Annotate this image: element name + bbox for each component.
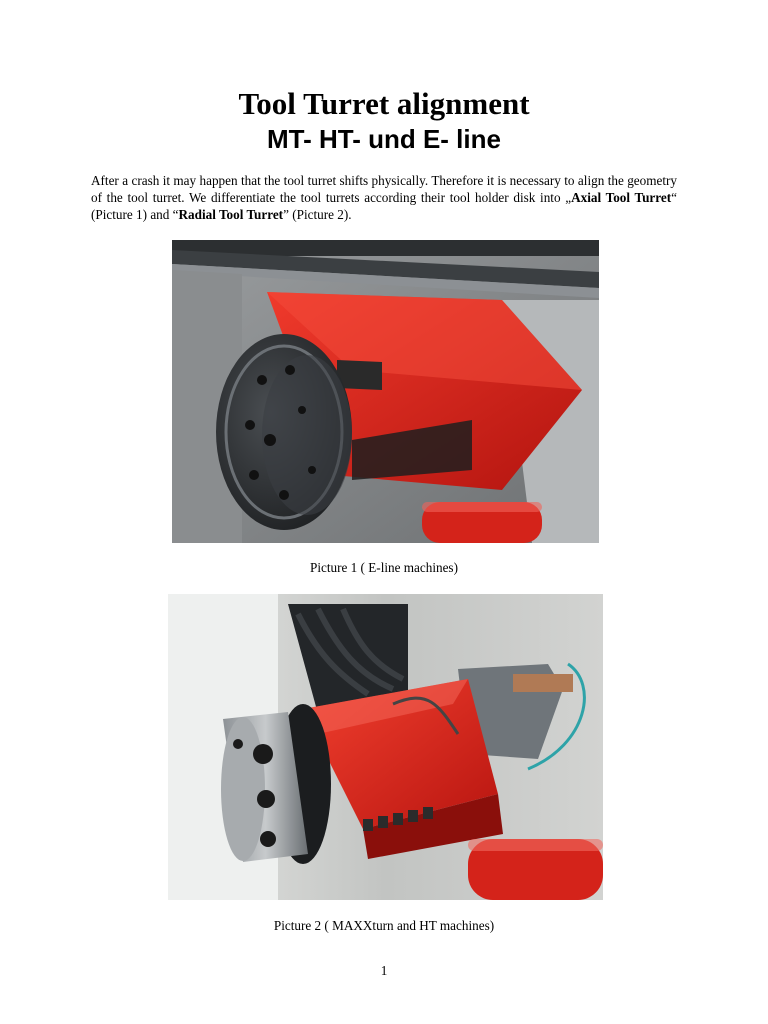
axial-tool-turret-term: Axial Tool Turret — [571, 190, 672, 205]
intro-paragraph — [91, 172, 677, 223]
picture-1-axial-turret-photo — [172, 240, 599, 543]
intro-text-1: After a crash it may happen that the tool turret shifts physically. Therefore it is necessary to align the geometry of the tool turret. We differentiate the tool turrets according their tool holder disk into „ — [91, 173, 677, 205]
document-title: Tool Turret alignment — [238, 86, 530, 121]
intro-text-3: ” (Picture 2). — [283, 207, 352, 222]
picture-2-caption: Picture 2 ( MAXXturn and HT machines) — [273, 918, 495, 933]
radial-tool-turret-term: Radial Tool Turret — [178, 207, 284, 222]
page-number: 1 — [380, 963, 388, 978]
picture-2-radial-turret-photo — [168, 594, 603, 900]
intro-text-2: “ (Picture 1) and “ — [91, 190, 677, 222]
picture-1-caption: Picture 1 ( E-line machines) — [310, 560, 458, 575]
document-subtitle: MT- HT- und E- line — [267, 124, 501, 154]
